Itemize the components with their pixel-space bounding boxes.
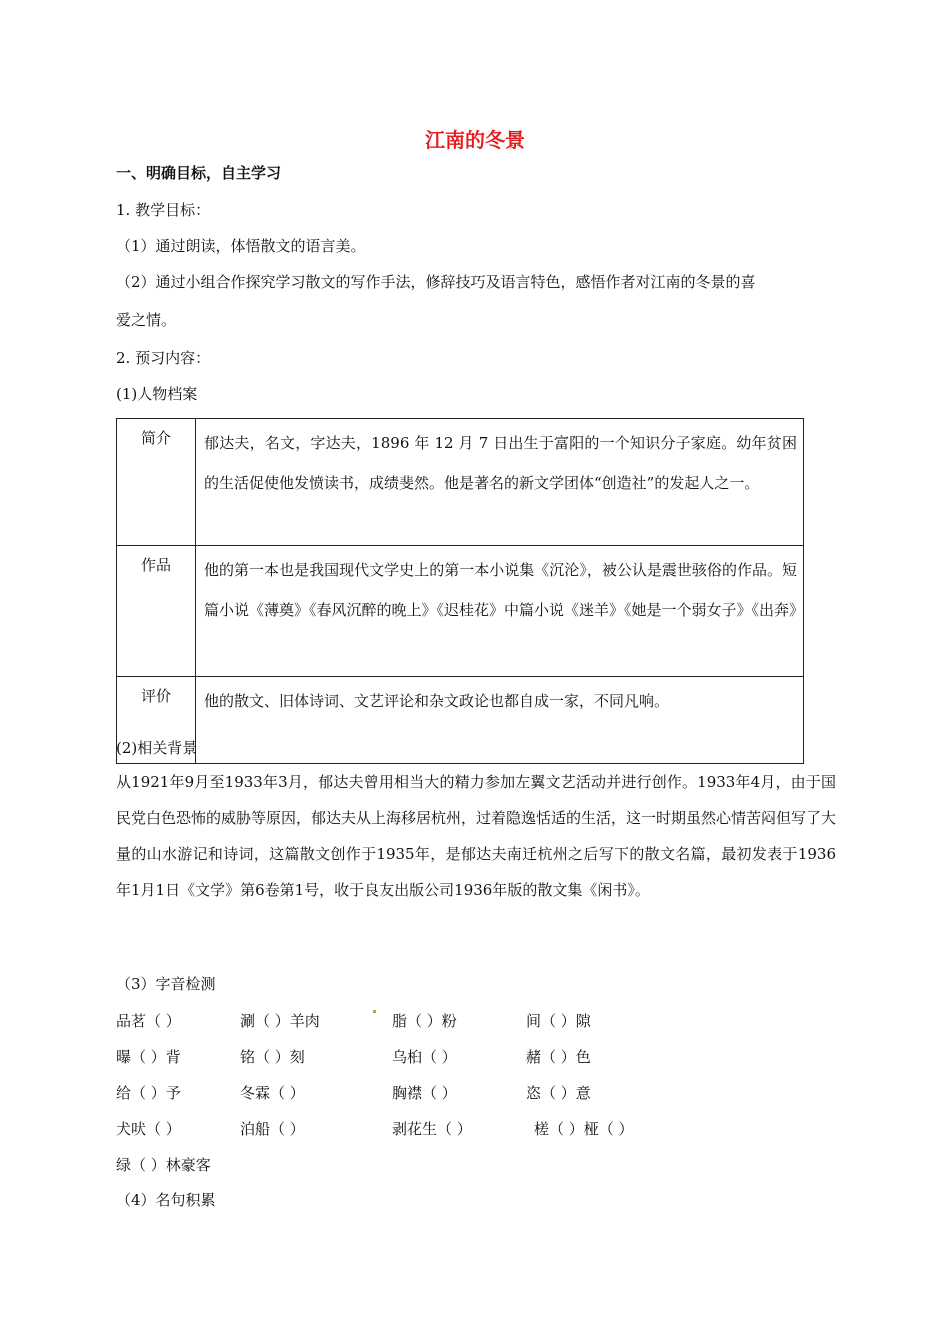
background-heading: (2)相关背景: [116, 739, 198, 757]
teaching-goals-label: 1. 教学目标：: [116, 201, 211, 219]
pinyin-item: 犬吠（ ）: [116, 1120, 181, 1138]
row-label: 评价: [117, 677, 196, 764]
pinyin-item: 剥花生（ ）: [392, 1120, 472, 1138]
pinyin-item: 绿（ ）林豪客: [116, 1156, 211, 1174]
pinyin-item: 脂（ ）粉: [392, 1012, 457, 1030]
preview-label: 2. 预习内容：: [116, 349, 211, 367]
document-title: 江南的冬景: [425, 128, 525, 152]
profile-table: [116, 418, 804, 764]
pinyin-item: 胸襟（ ）: [392, 1084, 457, 1102]
row-content: 他的第一本也是我国现代文学史上的第一本小说集《沉沦》，被公认是震世骇俗的作品。短篇小说《薄奠》《春风沉醉的晚上》《迟桂花》中篇小说《迷羊》《她是一个弱女子》《出奔》: [196, 546, 804, 677]
background-text: 从1921年9月至1933年3月，郁达夫曾用相当大的精力参加左翼文艺活动并进行创作。1933年4月，由于国民党白色恐怖的威胁等原因，郁达夫从上海移居杭州，过着隐逸恬适的生活，这一时期虽然心情苦闷但写了大量的山水游记和诗词，这篇散文创作于1935年，是郁达夫南迁杭州之后写下的散文名篇，最初发表于1936年1月1日《文学》第6卷第1号，收于良友出版公司1936年版的散文集《闲书》。: [116, 773, 837, 899]
quotes-heading: （4）名句积累: [116, 1191, 216, 1209]
table-row: [117, 419, 804, 546]
pinyin-item: 铭（ ）刻: [240, 1048, 305, 1066]
pinyin-item: 泊船（ ）: [240, 1120, 305, 1138]
table-row: [117, 677, 804, 764]
pinyin-item: 恣（ ）意: [526, 1084, 591, 1102]
goal-2-line-2: 爱之情。: [116, 311, 177, 329]
pronunciation-heading: （3）字音检测: [116, 975, 216, 993]
pinyin-item: 曝（ ）背: [116, 1048, 181, 1066]
pinyin-item: 给（ ）予: [116, 1084, 181, 1102]
goal-2-line-1: （2）通过小组合作探究学习散文的写作手法，修辞技巧及语言特色，感悟作者对江南的冬景的喜: [116, 273, 756, 291]
pinyin-item: 涮（ ）羊肉: [240, 1012, 320, 1030]
row-label: 作品: [117, 546, 196, 677]
pinyin-item: 品茗（ ）: [116, 1012, 181, 1030]
pinyin-item: 槎（ ）桠（ ）: [534, 1120, 634, 1138]
table-row: [117, 546, 804, 677]
pinyin-item: 乌桕（ ）: [392, 1048, 457, 1066]
pinyin-item: 间（ ）隙: [526, 1012, 591, 1030]
pinyin-item: 赭（ ）色: [526, 1048, 591, 1066]
row-content: 他的散文、旧体诗词、文艺评论和杂文政论也都自成一家，不同凡响。: [196, 677, 804, 764]
row-content: 郁达夫，名文，字达夫，1896 年 12 月 7 日出生于富阳的一个知识分子家庭。幼年贫困的生活促使他发愤读书，成绩斐然。他是著名的新文学团体“创造社”的发起人之一。: [196, 419, 804, 546]
row-label: 简介: [117, 419, 196, 546]
goal-1: （1）通过朗读，体悟散文的语言美。: [116, 237, 366, 255]
mark-dot: [373, 1010, 376, 1013]
section-heading: 一、明确目标，自主学习: [116, 164, 282, 182]
profile-heading: (1)人物档案: [116, 385, 198, 403]
pinyin-item: 冬霖（ ）: [240, 1084, 305, 1102]
